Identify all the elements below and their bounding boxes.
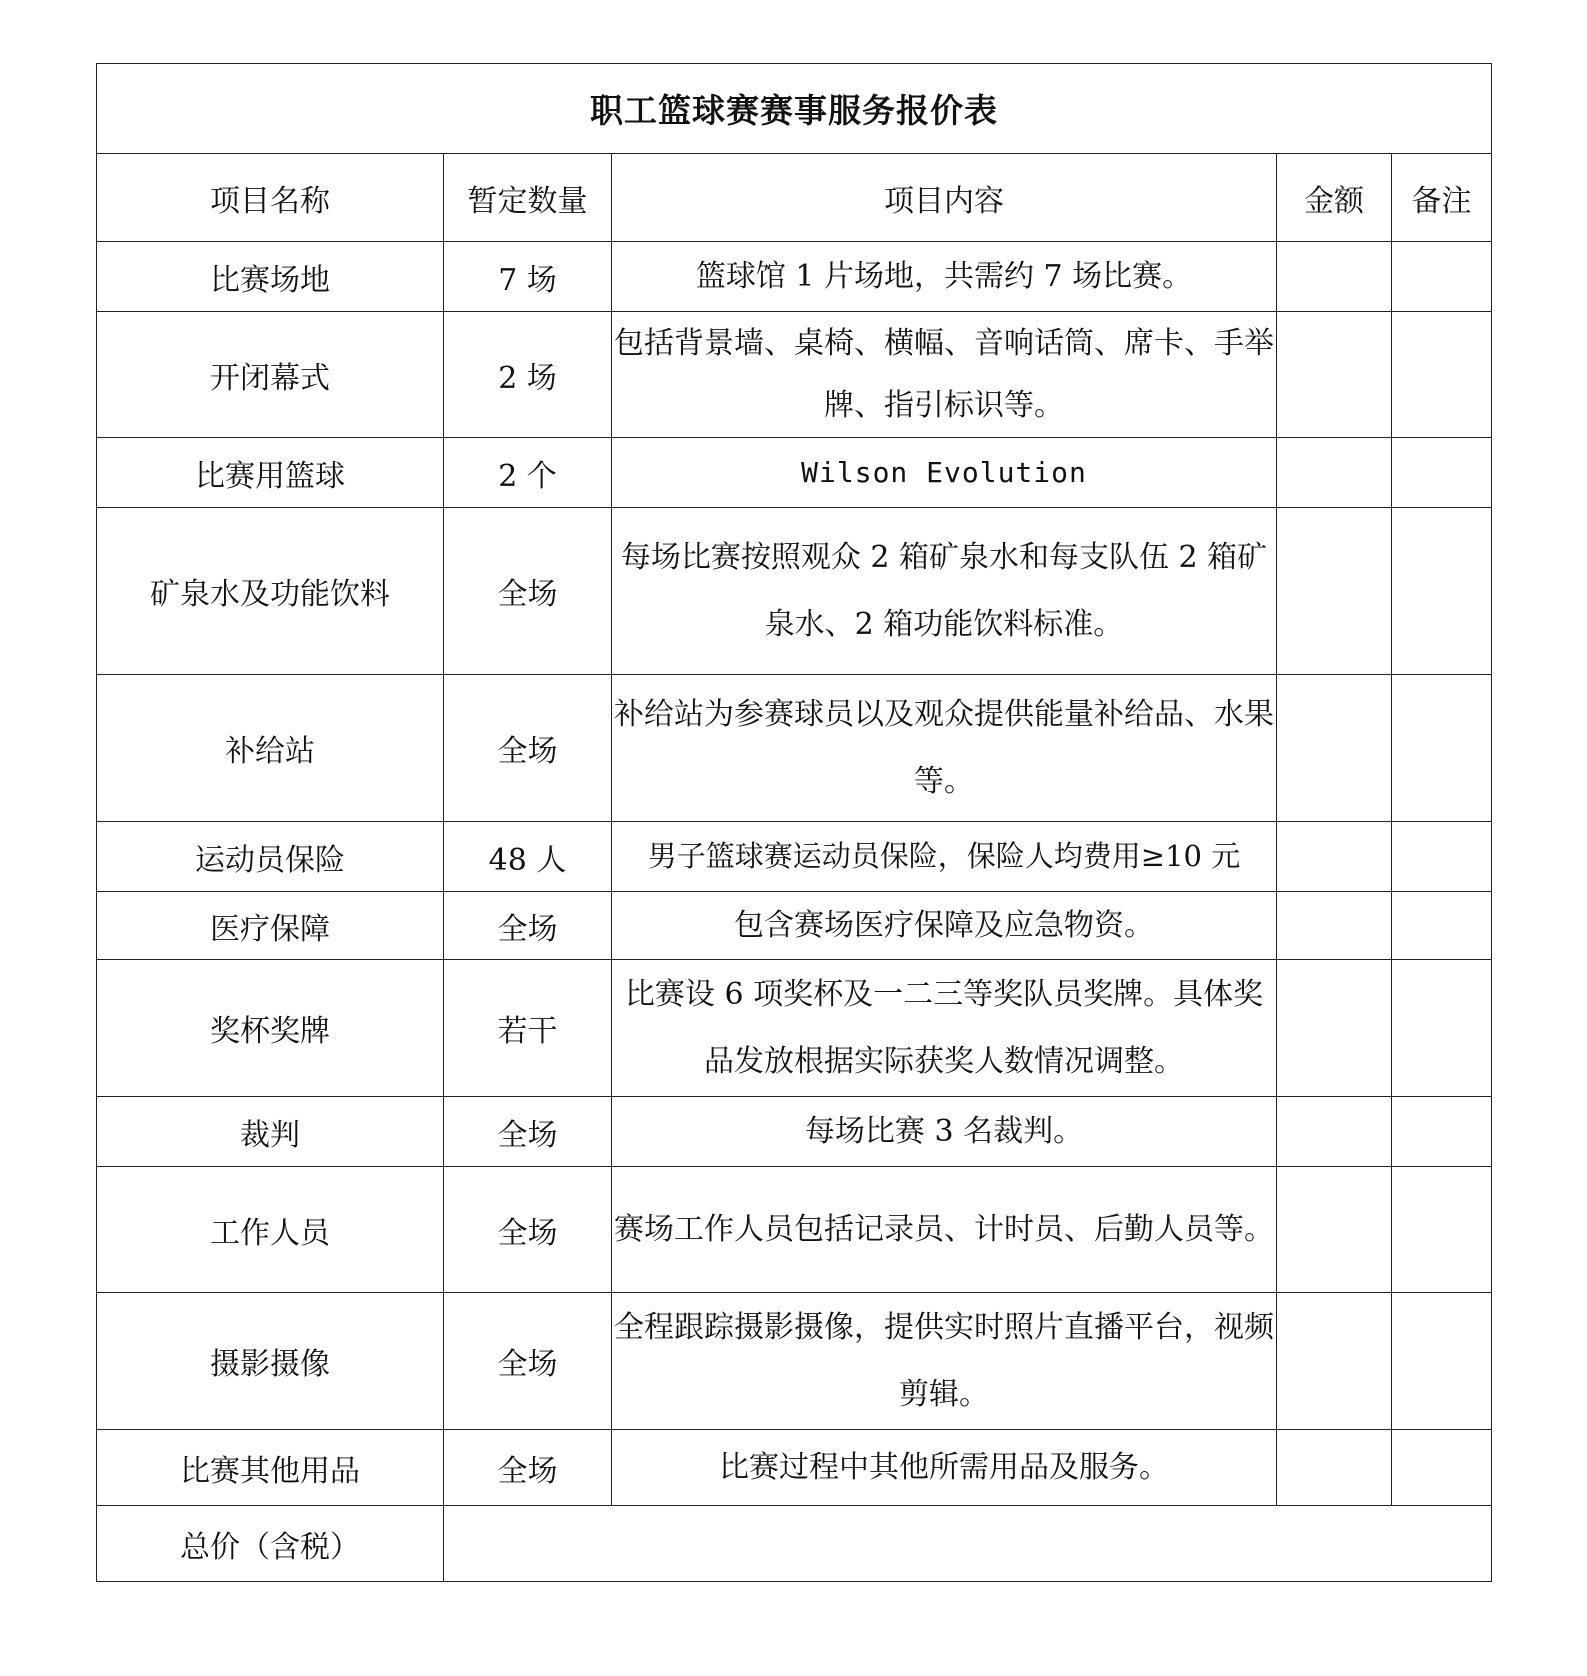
item-amount (1277, 822, 1392, 892)
item-content: 全程跟踪摄影摄像，提供实时照片直播平台，视频剪辑。 (612, 1293, 1277, 1430)
item-quantity: 全场 (444, 508, 612, 675)
table-row (97, 508, 1492, 675)
item-quantity: 全场 (444, 892, 612, 960)
item-amount (1277, 1167, 1392, 1293)
table-row (97, 312, 1492, 438)
table-row (97, 438, 1492, 508)
table-row (97, 1097, 1492, 1167)
table-row (97, 1430, 1492, 1506)
item-remark (1392, 312, 1492, 438)
item-name: 补给站 (97, 675, 444, 822)
item-quantity: 2 个 (444, 438, 612, 508)
item-name: 裁判 (97, 1097, 444, 1167)
item-amount (1277, 892, 1392, 960)
item-content: 赛场工作人员包括记录员、计时员、后勤人员等。 (612, 1167, 1277, 1293)
item-content: Wilson Evolution (612, 438, 1277, 508)
item-quantity: 全场 (444, 1293, 612, 1430)
total-label: 总价（含税） (97, 1506, 444, 1582)
item-remark (1392, 1430, 1492, 1506)
table-row (97, 675, 1492, 822)
item-amount (1277, 438, 1392, 508)
header-content: 项目内容 (612, 154, 1277, 242)
item-name: 工作人员 (97, 1167, 444, 1293)
item-name: 医疗保障 (97, 892, 444, 960)
item-content: 男子篮球赛运动员保险，保险人均费用≥10 元 (612, 822, 1277, 892)
table-row (97, 1167, 1492, 1293)
item-content: 篮球馆 1 片场地，共需约 7 场比赛。 (612, 242, 1277, 312)
item-quantity: 全场 (444, 675, 612, 822)
item-quantity: 若干 (444, 960, 612, 1097)
item-amount (1277, 508, 1392, 675)
table-row (97, 892, 1492, 960)
header-amount: 金额 (1277, 154, 1392, 242)
item-remark (1392, 960, 1492, 1097)
table-row (97, 1293, 1492, 1430)
item-content: 包含赛场医疗保障及应急物资。 (612, 892, 1277, 960)
item-quantity: 7 场 (444, 242, 612, 312)
item-name: 开闭幕式 (97, 312, 444, 438)
header-quantity: 暂定数量 (444, 154, 612, 242)
item-amount (1277, 242, 1392, 312)
item-remark (1392, 438, 1492, 508)
item-quantity: 48 人 (444, 822, 612, 892)
table-row (97, 960, 1492, 1097)
item-remark (1392, 1293, 1492, 1430)
item-name: 运动员保险 (97, 822, 444, 892)
item-quantity: 全场 (444, 1097, 612, 1167)
table-row (97, 822, 1492, 892)
total-row (97, 1506, 1492, 1582)
item-remark (1392, 242, 1492, 312)
item-amount (1277, 1097, 1392, 1167)
item-quantity: 2 场 (444, 312, 612, 438)
item-content: 比赛设 6 项奖杯及一二三等奖队员奖牌。具体奖品发放根据实际获奖人数情况调整。 (612, 960, 1277, 1097)
item-amount (1277, 1293, 1392, 1430)
item-name: 比赛其他用品 (97, 1430, 444, 1506)
total-value (444, 1506, 1492, 1582)
item-name: 摄影摄像 (97, 1293, 444, 1430)
item-content: 补给站为参赛球员以及观众提供能量补给品、水果等。 (612, 675, 1277, 822)
quote-table (96, 63, 1492, 1582)
item-content: 包括背景墙、桌椅、横幅、音响话筒、席卡、手举牌、指引标识等。 (612, 312, 1277, 438)
item-amount (1277, 1430, 1392, 1506)
item-name: 比赛用篮球 (97, 438, 444, 508)
item-remark (1392, 1097, 1492, 1167)
header-row (97, 154, 1492, 242)
table-title: 职工篮球赛赛事服务报价表 (97, 64, 1492, 154)
item-name: 奖杯奖牌 (97, 960, 444, 1097)
item-quantity: 全场 (444, 1430, 612, 1506)
item-quantity: 全场 (444, 1167, 612, 1293)
header-name: 项目名称 (97, 154, 444, 242)
item-content: 每场比赛 3 名裁判。 (612, 1097, 1277, 1167)
item-amount (1277, 960, 1392, 1097)
item-amount (1277, 312, 1392, 438)
item-amount (1277, 675, 1392, 822)
item-name: 比赛场地 (97, 242, 444, 312)
item-content: 比赛过程中其他所需用品及服务。 (612, 1430, 1277, 1506)
item-remark (1392, 1167, 1492, 1293)
item-content: 每场比赛按照观众 2 箱矿泉水和每支队伍 2 箱矿泉水、2 箱功能饮料标准。 (612, 508, 1277, 675)
table-row (97, 242, 1492, 312)
item-name: 矿泉水及功能饮料 (97, 508, 444, 675)
item-remark (1392, 675, 1492, 822)
item-remark (1392, 508, 1492, 675)
header-remark: 备注 (1392, 154, 1492, 242)
item-remark (1392, 822, 1492, 892)
item-remark (1392, 892, 1492, 960)
